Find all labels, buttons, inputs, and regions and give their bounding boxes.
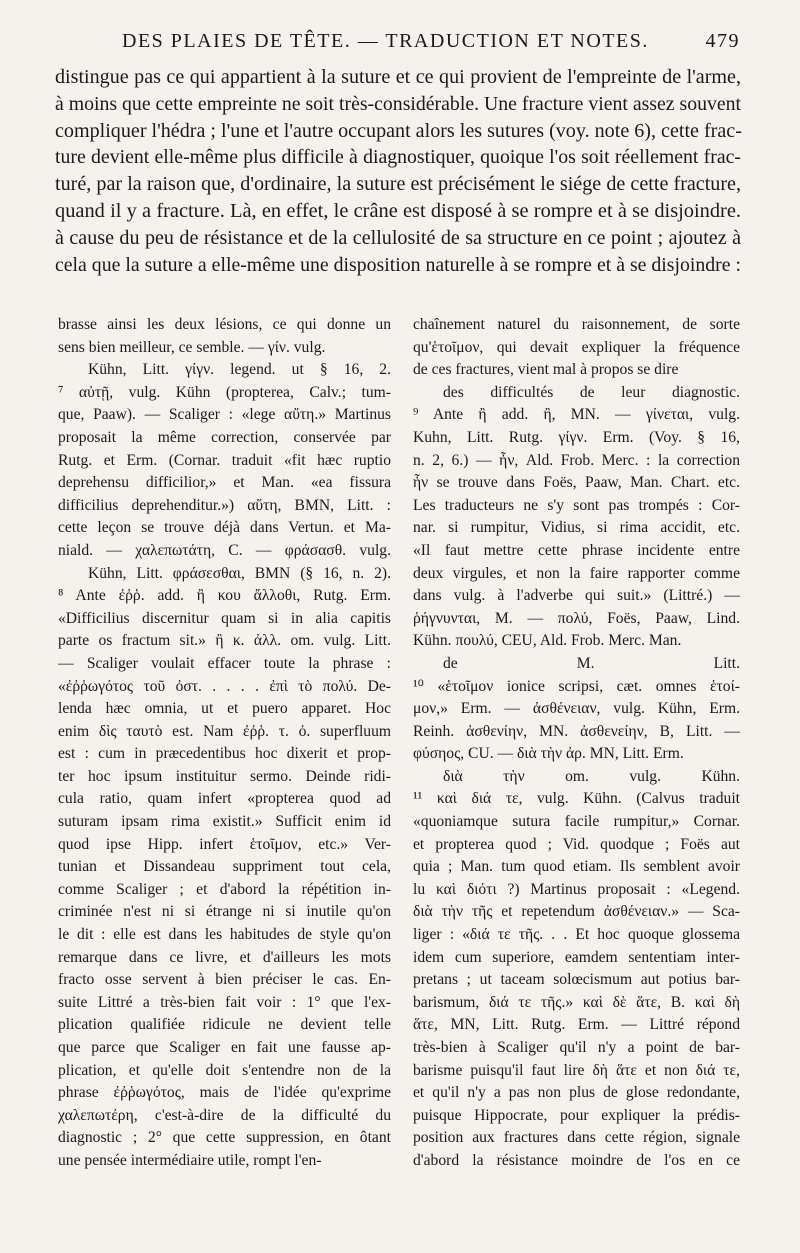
- note-line: chaînement naturel du raisonnement, de sorte: [413, 316, 740, 333]
- note-line: suturam ipsam rima existit.» Sufficit enim id: [58, 813, 391, 831]
- note-line: Reinh. ἀσθενίην, MN. ἀσθενείην, B, Litt. —: [413, 722, 740, 740]
- note-line: proposait la même correction, conservée par: [58, 428, 391, 446]
- note-line: Kühn. πουλύ, CEU, Ald. Frob. Merc. Man.: [413, 632, 682, 650]
- note-line: lenda hæc omnia, ut et puero apparet. Hoc: [58, 700, 391, 718]
- note-line: barisme puisqu'il faut lire δὴ ἅτε et non διά τε,: [413, 1061, 740, 1079]
- note-line: διὰ τὴν τῆς et repetendum ἀσθένειαν.» — Sca-: [413, 903, 740, 921]
- note-line: quod ipse Hipp. infert ἑτοῖμον, etc.» Ver-: [58, 835, 391, 853]
- note-line: φύσηος, CU. — διὰ τὴν ἀρ. MN, Litt. Erm.: [413, 745, 684, 763]
- note-line: que, Paaw). — Scaliger : «lege αὔτη.» Martinus: [58, 406, 391, 424]
- note-line: Kühn, Litt. γίγν. legend. ut § 16, 2.: [88, 361, 391, 379]
- note-line: cula ratio, quam infert «propterea quod ad: [58, 790, 391, 808]
- note-line: de ces fractures, vient mal à propos se dire: [413, 361, 679, 379]
- note-line: d'abord la résistance moindre de l'os en ce: [413, 1151, 740, 1169]
- note-line: une pensée intermédiaire utile, rompt l'en-: [58, 1151, 322, 1169]
- note-line: brasse ainsi les deux lésions, ce qui donne un: [58, 316, 391, 333]
- note-line: «Il faut mettre cette phrase incidente entre: [413, 541, 740, 559]
- note-line: suite Littré a très-bien fait voir : 1° que l'ex-: [58, 993, 391, 1011]
- note-line: remarque dans ce livre, et d'ailleurs les mots: [58, 948, 391, 966]
- note-line: plication, et qu'elle doit s'entendre non de la: [58, 1061, 391, 1079]
- note-line: nar. si rumpitur, Vidius, si rima accidit, etc.: [413, 519, 740, 537]
- note-line: niald. — χαλεπωτάτη, C. — φράσασθ. vulg.: [58, 541, 391, 559]
- note-line: «quoniamque sutura facile rumpitur,» Cornar.: [413, 813, 740, 831]
- page-number: 479: [705, 30, 740, 52]
- text-line: ture devient elle-même plus difficile à diagnostiquer, quoique l'os soit réellement frac-: [55, 146, 741, 169]
- note-line: parte os fractum sit.» ἢ κ. ἀλλ. om. vulg. Litt.: [58, 632, 391, 650]
- note-line: sens bien meilleur, ce semble. — γίν. vulg.: [58, 338, 326, 356]
- text-line: quand il y a fracture. Là, en effet, le crâne est disposé à se rompre et à se disjoindre.: [55, 199, 741, 222]
- note-line: lu καὶ διότι ?) Martinus proposait : «Legend.: [413, 880, 740, 898]
- note-line: des difficultés de leur diagnostic.: [443, 383, 740, 401]
- note-line: χαλεπωτέρη, c'est-à-dire de la difficulté du: [58, 1106, 391, 1124]
- note-line: puisque Hippocrate, pour expliquer la prédis-: [413, 1106, 740, 1124]
- text-line: à cause du peu de résistance et de la cellulosité de sa structure en ce point ; ajoutez à: [55, 226, 741, 249]
- note-line: ἅτε, MN, Litt. Rutg. Erm. — Littré répond: [413, 1016, 740, 1034]
- note-line: le dit : elle est dans les habitudes de style qu'on: [58, 926, 391, 944]
- note-line: deux virgules, et non la faire rapporter comme: [413, 564, 740, 582]
- note-line: — Scaliger voulait effacer toute la phrase :: [58, 654, 391, 672]
- note-line: ⁹ Ante ἢ add. ἢ, MN. — γίνεται, vulg.: [413, 406, 740, 424]
- note-line: et propterea quod ; Vid. quodque ; Foës aut: [413, 835, 740, 853]
- note-line: Kühn, Litt. φράσεσθαι, BMN (§ 16, n. 2).: [88, 564, 391, 582]
- text-line: distingue pas ce qui appartient à la suture et ce qui provient de l'empreinte de l'arme,: [55, 66, 741, 88]
- note-line: diagnostic ; 2° que cette suppression, en ôtant: [58, 1129, 391, 1147]
- text-line: compliquer l'hédra ; l'une et l'autre occupant alors les sutures (voy. note 6), cette frac-: [55, 119, 742, 142]
- note-line: difficilius deprehenditur.») αὕτη, BMN, Litt. :: [58, 496, 391, 514]
- note-line: tunian et Dissandeau suppriment tout cela,: [58, 858, 391, 876]
- note-line: Kuhn, Litt. Rutg. γίγν. Erm. (Voy. § 16,: [413, 428, 740, 446]
- note-line: Rutg. et Erm. (Cornar. traduit «fit hæc ruptio: [58, 451, 391, 469]
- note-line: position aux fractures dans cette région, signale: [413, 1129, 740, 1147]
- note-line: ⁸ Ante ἐῤῥ. add. ἢ κου ἄλλοθι, Rutg. Erm.: [58, 587, 391, 605]
- running-title: DES PLAIES DE TÊTE. — TRADUCTION ET NOTES.: [122, 30, 649, 52]
- text-line: à moins que cette empreinte ne soit très-considérable. Une fracture vient assez souvent: [55, 92, 742, 115]
- note-line: liger : «διά τε τῆς. . . Et hoc quoque glossema: [413, 926, 740, 944]
- note-line: deprehensu difficilior,» et Man. «ea fissura: [58, 474, 391, 492]
- running-header: [60, 30, 740, 58]
- note-line: ¹⁰ «ἑτοῖμον ionice scripsi, cæt. omnes ἑτοί-: [413, 677, 740, 695]
- note-line: qu'ἑτοῖμον, qui devait expliquer la fréquence: [413, 338, 740, 356]
- note-line: ¹¹ καὶ διά τε, vulg. Kühn. (Calvus traduit: [413, 790, 740, 808]
- notes-left-column: [58, 314, 391, 1173]
- note-line: plication qualifiée ridicule ne devient telle: [58, 1016, 391, 1034]
- note-line: «ἐῤῥωγότος τοῦ ὀστ. . . . . ἐπὶ τὸ πολύ. De-: [58, 677, 391, 695]
- note-line: de M. Litt.: [443, 654, 740, 672]
- text-line: turé, par la raison que, d'ordinaire, la suture est précisément le siége de cette fracture,: [55, 173, 741, 196]
- note-line: Les traducteurs ne s'y sont pas trompés : Cor-: [413, 496, 740, 514]
- note-line: phrase ἐῤῥωγότος, mais de l'idée qu'exprime: [58, 1084, 391, 1102]
- note-line: quia ; Man. tum quod etiam. Ils semblent avoir: [413, 858, 740, 876]
- note-line: est : cum in præcedentibus hoc dixerit et prop-: [58, 745, 391, 763]
- note-line: ter hoc ipsum instituitur sermo. Deinde ridi-: [58, 767, 391, 785]
- note-line: dans vulg. à l'adverbe qui suit.» (Littré.) —: [413, 587, 740, 605]
- note-line: enim δὶς ταυτὸ est. Nam ἐῤῥ. τ. ὀ. superfluum: [58, 722, 391, 740]
- note-line: «Difficilius discernitur quam si in alia capitis: [58, 609, 391, 627]
- note-line: comme Scaliger ; et d'abord la répétition in-: [58, 880, 391, 898]
- note-line: ⁷ αὐτῇ, vulg. Kühn (propterea, Calv.; tum-: [58, 383, 391, 401]
- note-line: pretans ; ut taceam solœcismum aut potius bar-: [413, 971, 740, 989]
- note-line: cette leçon se trouve déjà dans Vertun. et Ma-: [58, 519, 391, 537]
- note-line: fracto osse servent à bien préciser le cas. En-: [58, 971, 391, 989]
- note-line: très-bien à Scaliger qu'il n'y a point de bar-: [413, 1039, 740, 1056]
- note-line: διὰ τὴν om. vulg. Kühn.: [443, 767, 740, 785]
- note-line: et qu'il n'y a pas non plus de glose redondante,: [413, 1084, 740, 1102]
- notes-right-column: [413, 314, 740, 1173]
- note-line: barismum, διά τε τῆς.» καὶ δὲ ἅτε, B. καὶ δὴ: [413, 993, 740, 1011]
- note-line: que parce que Scaliger en fait une fausse ap-: [58, 1039, 391, 1056]
- note-line: idem cum superiore, eamdem sententiam inter-: [413, 948, 740, 966]
- note-line: ῥήγνυνται, M. — πολύ, Foës, Paaw, Lind.: [413, 609, 740, 627]
- text-line: cela que la suture a elle-même une disposition naturelle à se rompre et à se disjoindre :: [55, 253, 741, 276]
- note-line: n. 2, 6.) — ἦν, Ald. Frob. Merc. : la correction: [413, 451, 740, 469]
- note-line: μον,» Erm. — ἀσθένειαν, vulg. Kühn, Erm.: [413, 700, 740, 718]
- main-text-paragraph: [55, 64, 741, 278]
- note-line: criminée n'est ni si étrange ni si inutile qu'on: [58, 903, 391, 921]
- note-line: ἦν se trouve dans Foës, Paaw, Man. Chart. etc.: [413, 474, 740, 492]
